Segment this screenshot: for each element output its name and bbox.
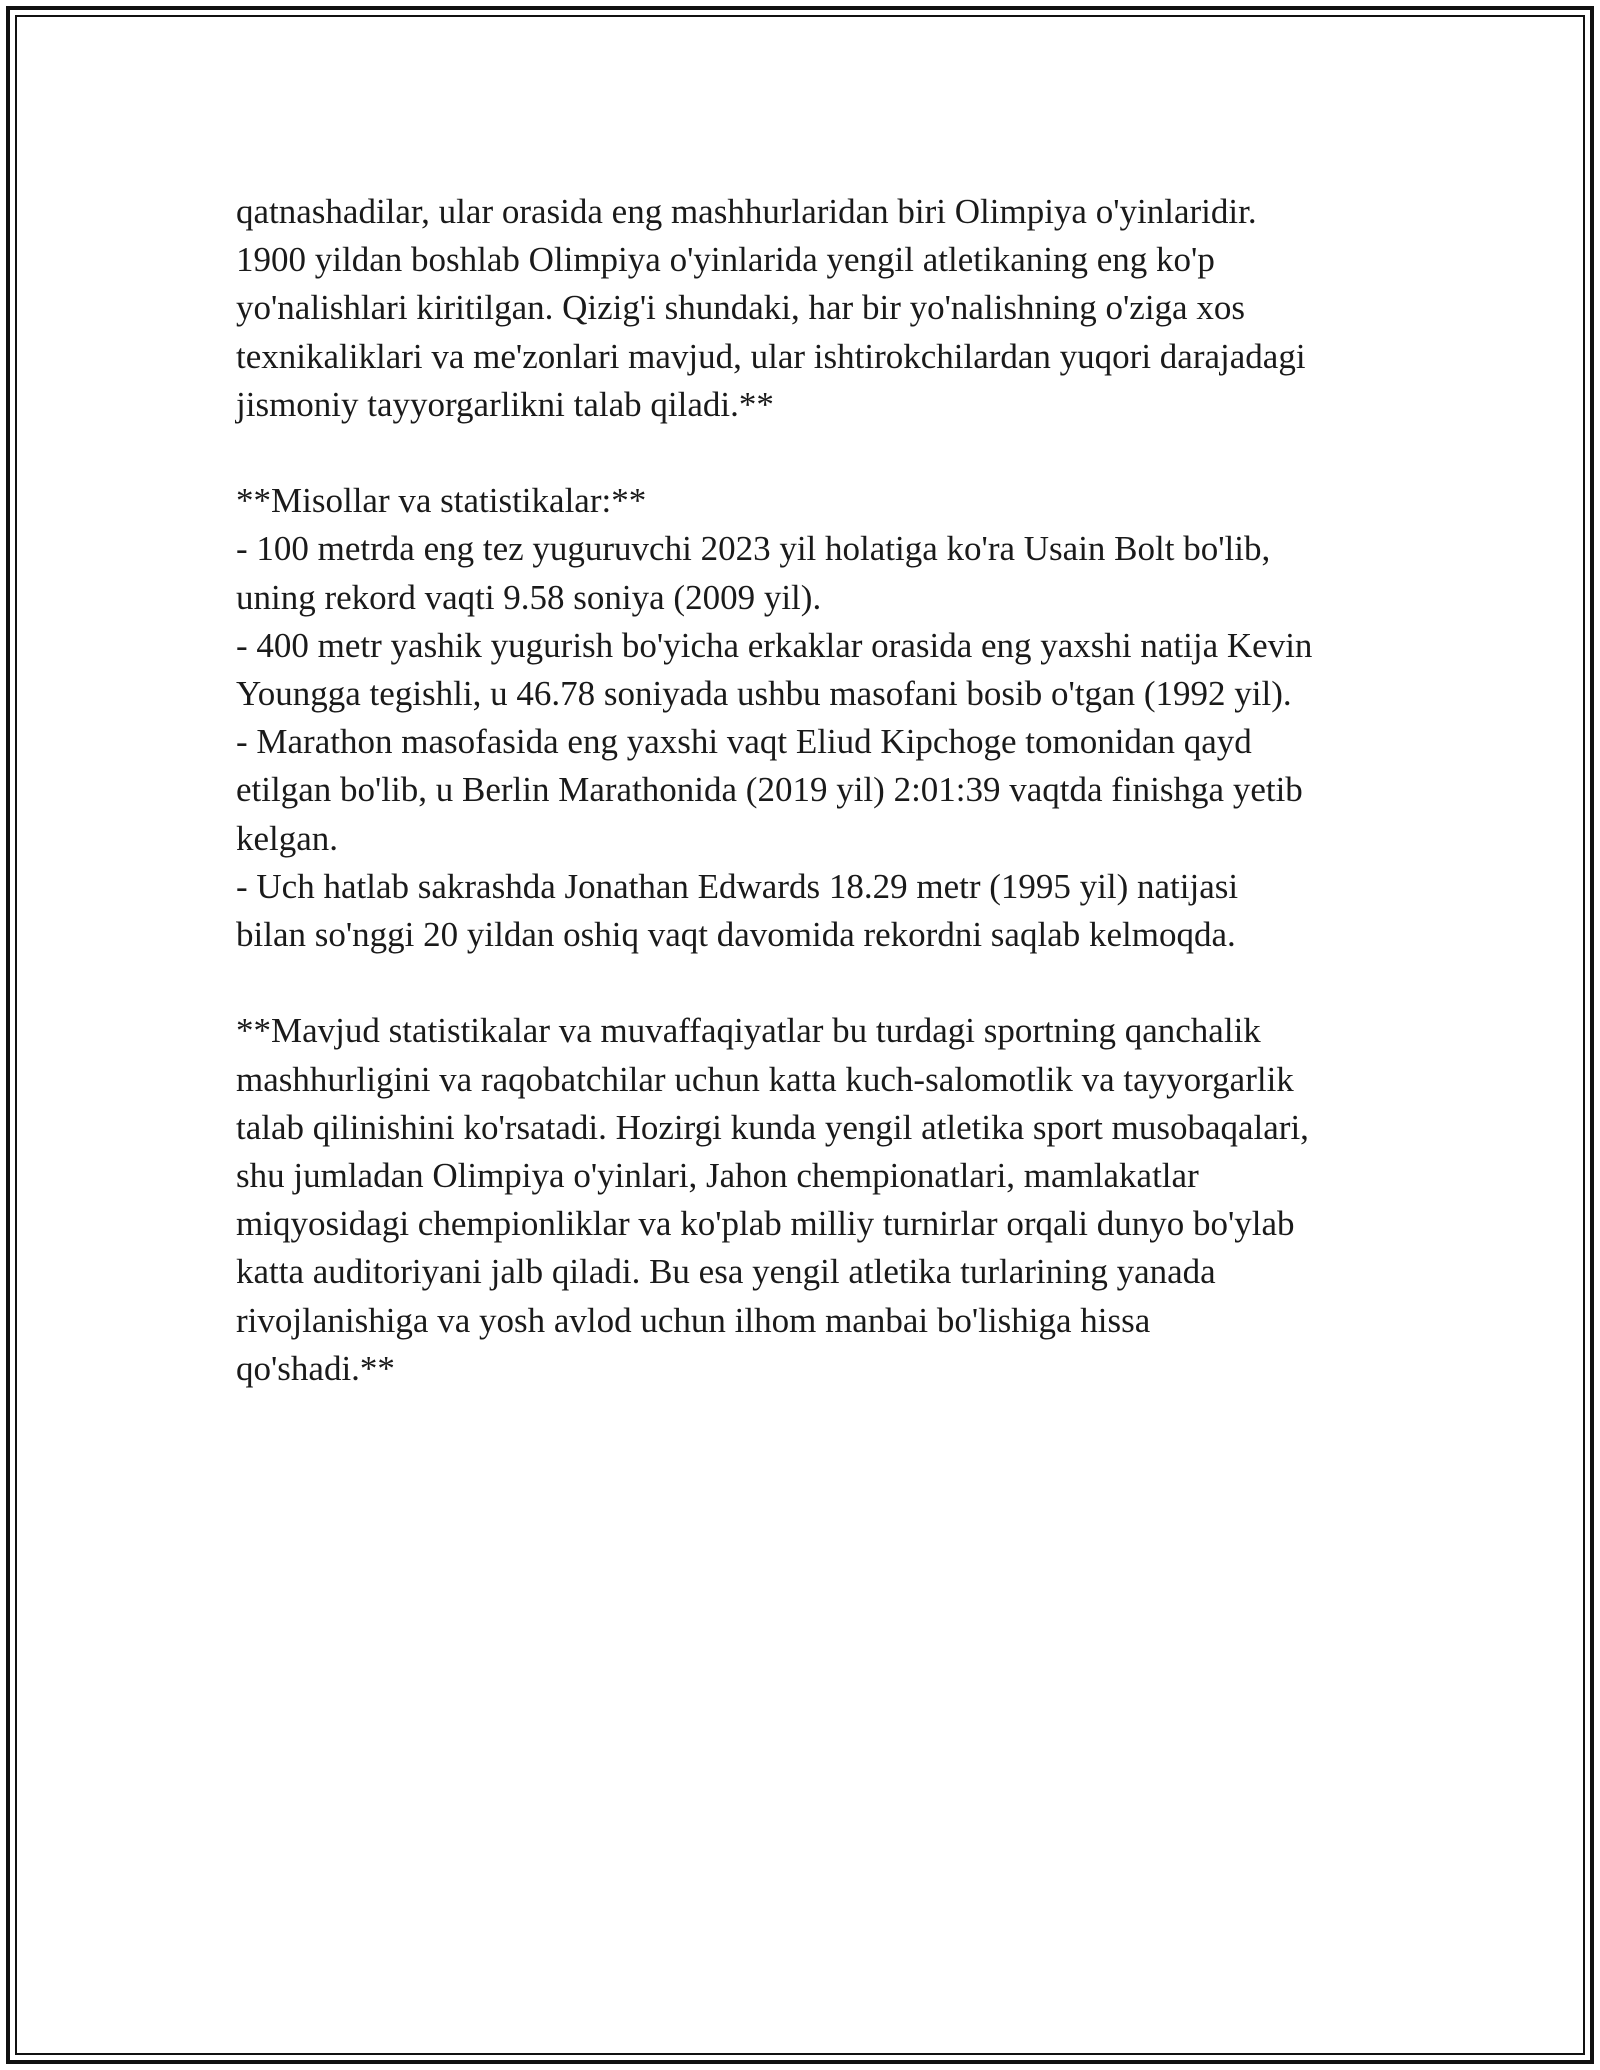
paragraph-spacer xyxy=(236,429,1376,477)
statistics-list xyxy=(236,525,1376,959)
text-line: katta auditoriyani jalb qiladi. Bu esa yengil atletika turlarining yanada xyxy=(236,1252,1216,1292)
text-line: shu jumladan Olimpiya o'yinlari, Jahon chempionatlari, mamlakatlar xyxy=(236,1156,1199,1196)
paragraph-spacer xyxy=(236,959,1376,1007)
document-body xyxy=(236,188,1376,1393)
text-line: mashhurligini va raqobatchilar uchun katta kuch-salomotlik va tayyorgarlik xyxy=(236,1059,1294,1099)
list-line: - 400 metr yashik yugurish bo'yicha erkaklar orasida eng yaxshi natija Kevin xyxy=(236,625,1313,665)
list-line: etilgan bo'lib, u Berlin Marathonida (2019 yil) 2:01:39 vaqtda finishga yetib xyxy=(236,770,1303,810)
section-heading: **Misollar va statistikalar:** xyxy=(236,481,647,521)
conclusion-paragraph xyxy=(236,1007,1376,1393)
list-line: kelgan. xyxy=(236,818,339,858)
text-line: **Mavjud statistikalar va muvaffaqiyatlar bu turdagi sportning qanchalik xyxy=(236,1011,1261,1051)
list-line: bilan so'nggi 20 yildan oshiq vaqt davomida rekordni saqlab kelmoqda. xyxy=(236,915,1236,955)
list-line: Youngga tegishli, u 46.78 soniyada ushbu masofani bosib o'tgan (1992 yil). xyxy=(236,674,1292,714)
list-line: - 100 metrda eng tez yuguruvchi 2023 yil holatiga ko'ra Usain Bolt bo'lib, xyxy=(236,529,1271,569)
text-line: rivojlanishiga va yosh avlod uchun ilhom manbai bo'lishiga hissa xyxy=(236,1300,1151,1340)
text-line: qatnashadilar, ular orasida eng mashhurlaridan biri Olimpiya o'yinlaridir. xyxy=(236,192,1257,231)
intro-paragraph xyxy=(236,188,1376,429)
text-line: miqyosidagi chempionliklar va ko'plab milliy turnirlar orqali dunyo bo'ylab xyxy=(236,1204,1295,1244)
list-line: - Marathon masofasida eng yaxshi vaqt Eliud Kipchoge tomonidan qayd xyxy=(236,722,1252,762)
text-line: texnikaliklari va me'zonlari mavjud, ular ishtirokchilardan yuqori darajadagi xyxy=(236,336,1306,376)
list-line: - Uch hatlab sakrashda Jonathan Edwards 18.29 metr (1995 yil) natijasi xyxy=(236,866,1239,906)
text-line: 1900 yildan boshlab Olimpiya o'yinlarida yengil atletikaning eng ko'p xyxy=(236,240,1215,280)
text-line: jismoniy tayyorgarlikni talab qiladi.** xyxy=(236,384,774,424)
list-line: uning rekord vaqti 9.58 soniya (2009 yil). xyxy=(236,577,822,617)
text-line: qo'shadi.** xyxy=(236,1348,395,1388)
text-line: yo'nalishlari kiritilgan. Qizig'i shundaki, har bir yo'nalishning o'ziga xos xyxy=(236,288,1245,328)
text-line: talab qilinishini ko'rsatadi. Hozirgi kunda yengil atletika sport musobaqalari, xyxy=(236,1107,1309,1147)
